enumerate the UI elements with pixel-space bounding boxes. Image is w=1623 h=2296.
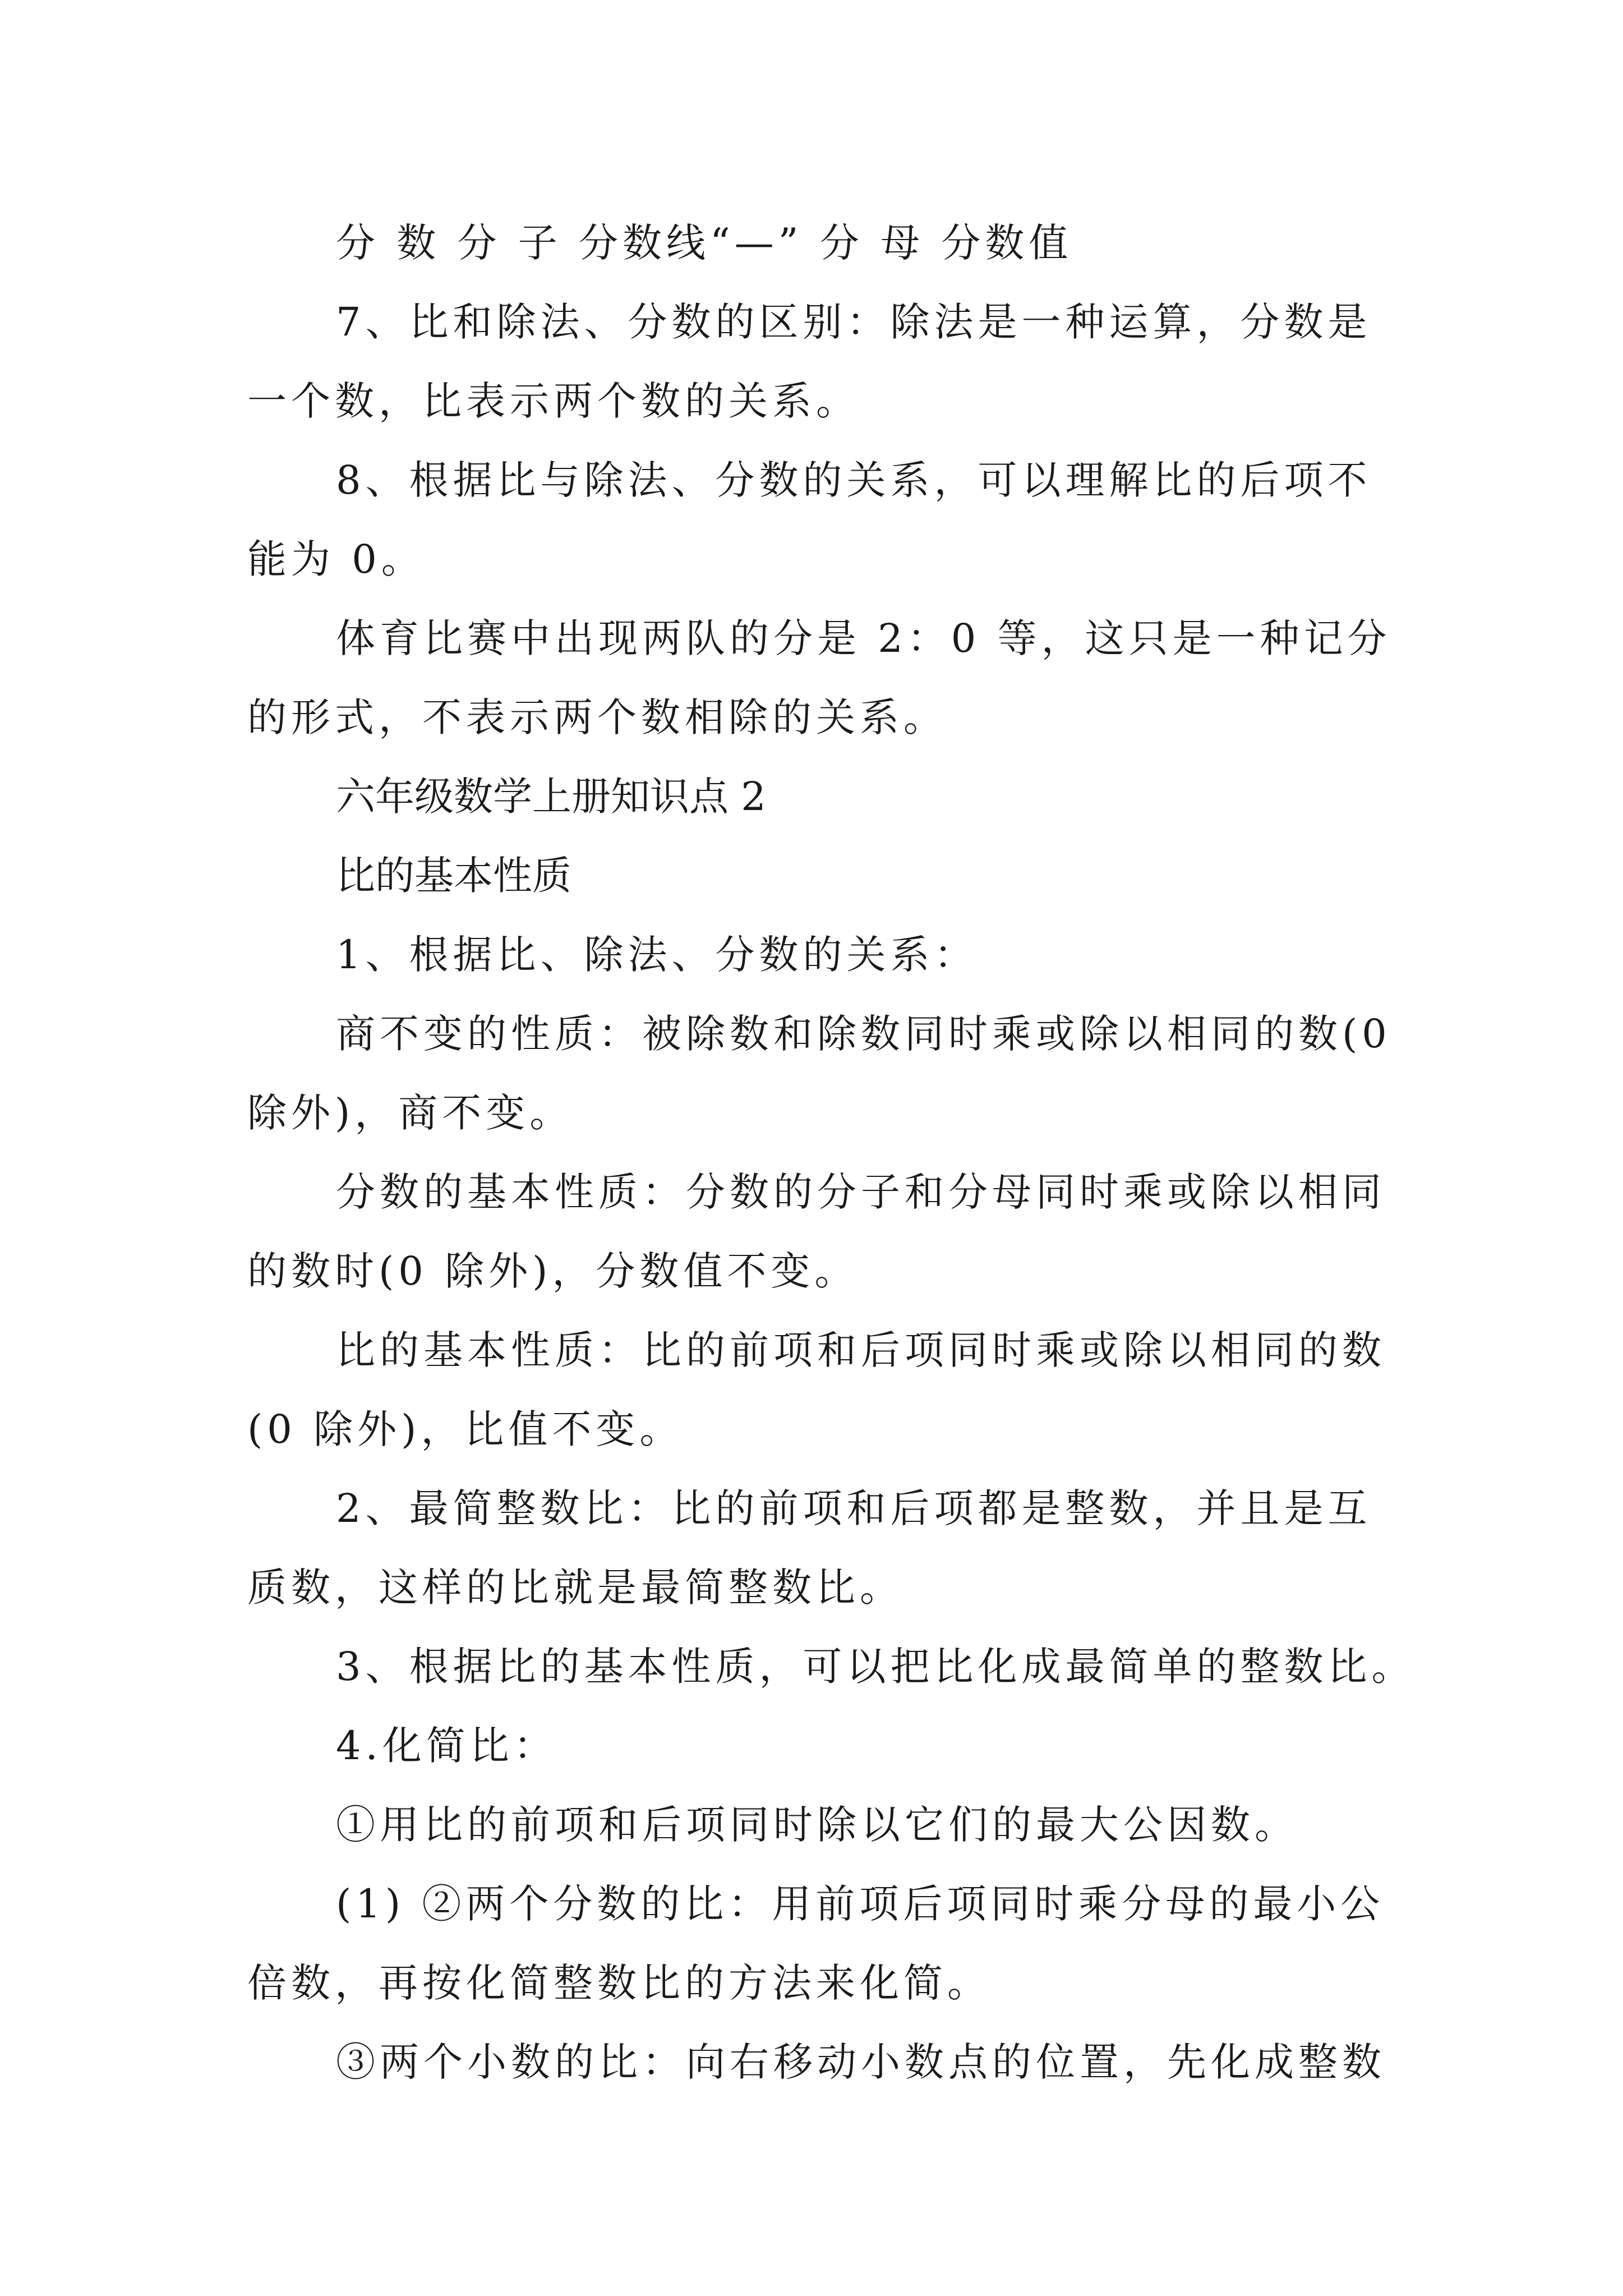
paragraph-line: ③两个小数的比：向右移动小数点的位置，先化成整数 <box>336 2039 1386 2085</box>
paragraph-line: 比的基本性质：比的前项和后项同时乘或除以相同的数 <box>336 1327 1386 1373</box>
subsection-heading: 比的基本性质 <box>336 853 571 899</box>
paragraph-line: 商不变的性质：被除数和除数同时乘或除以相同的数(0 <box>336 1011 1391 1057</box>
paragraph-line: 除外)，商不变。 <box>247 1090 574 1136</box>
paragraph-line: 质数，这样的比就是最简整数比。 <box>247 1565 903 1611</box>
paragraph-line: 分数的基本性质：分数的分子和分母同时乘或除以相同 <box>336 1169 1386 1215</box>
paragraph-line: (1) ②两个分数的比：用前项后项同时乘分母的最小公 <box>336 1881 1385 1927</box>
paragraph-line: (0 除外)，比值不变。 <box>247 1406 684 1452</box>
paragraph-line: 倍数，再按化简整数比的方法来化简。 <box>247 1960 991 2006</box>
paragraph-line: 能为 0。 <box>247 536 425 582</box>
paragraph-line: 3、根据比的基本性质，可以把比化成最简单的整数比。 <box>336 1644 1415 1690</box>
paragraph-line: ①用比的前项和后项同时除以它们的最大公因数。 <box>336 1802 1298 1848</box>
paragraph-line: 1、根据比、除法、分数的关系： <box>336 932 978 978</box>
paragraph-line: 的形式，不表示两个数相除的关系。 <box>247 694 947 740</box>
paragraph-line: 7、比和除法、分数的区别：除法是一种运算，分数是 <box>336 299 1372 345</box>
paragraph-line: 的数时(0 除外)，分数值不变。 <box>247 1248 859 1294</box>
paragraph-line: 8、根据比与除法、分数的关系，可以理解比的后项不 <box>336 457 1372 503</box>
paragraph-line: 2、最简整数比：比的前项和后项都是整数，并且是互 <box>336 1485 1372 1531</box>
paragraph-line: 4.化简比： <box>336 1723 557 1769</box>
paragraph-line: 一个数，比表示两个数的关系。 <box>247 378 860 424</box>
document-body <box>247 204 1415 2102</box>
fraction-parts-line: 分 数 分 子 分数线“—” 分 母 分数值 <box>336 220 1073 266</box>
paragraph-line: 体育比赛中出现两队的分是 2：0 等，这只是一种记分 <box>336 615 1391 661</box>
section-heading: 六年级数学上册知识点 2 <box>336 774 766 820</box>
